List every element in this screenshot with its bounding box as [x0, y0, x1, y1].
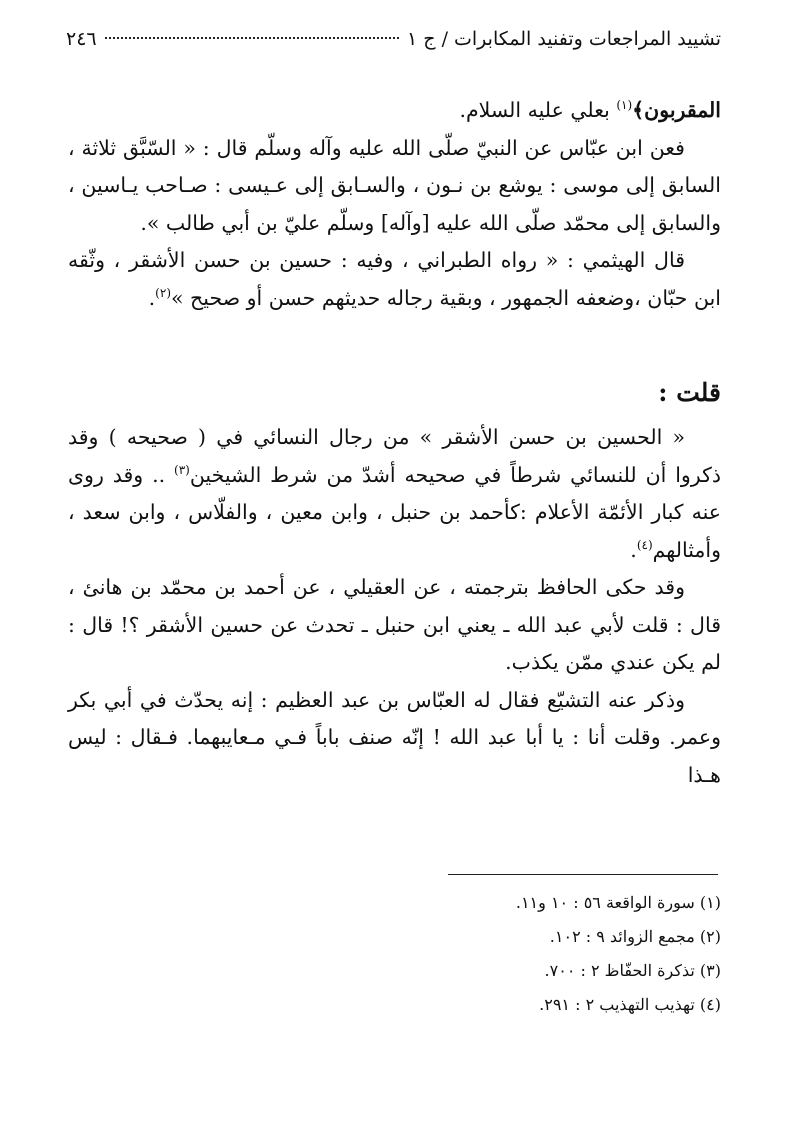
paragraph-5: وقد حكى الحافظ بترجمته ، عن العقيلي ، عن أحمد بن محمّد بن هانئ ، قال : قلت لأبي عبد الله ـ يعني ابن حنبل ـ تحدث عن حسين الأشقر ؟! قال : لم يكن عندي ممّن يكذب. — [68, 575, 721, 674]
paragraph-3-text: قال الهيثمي : « رواه الطبراني ، وفيه : حسين بن حسن الأشقر ، وثّقه ابن حبّان ،وضعفه الجمهور ، وبقية رجاله حديثهم حسن أو صحيح » — [68, 248, 721, 310]
footnote-1: (١) سورة الواقعة ٥٦ : ١٠ و١١. — [515, 893, 721, 912]
footnote-2: (٢) مجمع الزوائد ٩ : ١٠٢. — [549, 927, 721, 946]
running-header — [58, 28, 721, 58]
footnote-ref-3[interactable]: (٣) — [174, 462, 190, 477]
page-number: ٢٤٦ — [66, 28, 97, 50]
footnote-3: (٣) تذكرة الحفّاظ ٢ : ٧٠٠. — [544, 961, 721, 980]
footnote-separator — [448, 874, 718, 875]
footnote-4: (٤) تهذيب التهذيب ٢ : ٢٩١. — [539, 995, 721, 1014]
footnote-ref-2[interactable]: (٢) — [155, 285, 171, 300]
paragraph-1-text: بعلي عليه السلام. — [459, 98, 617, 122]
paragraph-4-end: . — [630, 537, 637, 562]
paragraph-2: فعن ابن عبّاس عن النبيّ صلّى الله عليه وآله وسلّم قال : « السّبَّق ثلاثة ، السابق إلى موسى : يوشع بن نـون ، والسـابق إلى عـيسى : صـاحب يـاسين ، والسابق إلى محمّد صلّى الله عليه [وآله] وسلّم عليّ بن أبي طالب ». — [68, 135, 721, 235]
footnote-ref-4[interactable]: (٤) — [636, 537, 653, 552]
paragraph-6: وذكر عنه التشيّع فقال له العبّاس بن عبد العظيم : إنه يحدّث في أبي بكر وعمر. وقلت أنا : يا أبا عبد الله ! إنّه صنف باباً فـي مـعايبهما. فـقال : ليس هـذا — [68, 687, 721, 787]
paragraph-4 — [68, 419, 721, 569]
paragraph-4-text-2: .. وقد روى عنه كبار الأئمّة الأعلام :كأحمد بن حنبل ، وابن معين ، والفلّاس ، وابن سعد ، وأمثالهم — [68, 462, 721, 562]
paragraph-4-text: « الحسين بن حسن الأشقر » من رجال النسائي في ( صحيحه ) وقد ذكروا أن للنسائي شرطاً في صحيحه أشدّ من شرط الشيخين — [68, 425, 721, 487]
main-text — [68, 92, 721, 794]
header-leader-dots — [105, 37, 399, 39]
running-title: تشييد المراجعات وتفنيد المكابرات / ج ١ — [407, 28, 721, 50]
paragraph-1 — [68, 92, 721, 130]
paragraph-3-end: . — [148, 285, 156, 310]
footnote-ref-1[interactable]: (١) — [616, 98, 633, 113]
quran-fragment: المقربون﴾ — [632, 98, 721, 122]
paragraph-3 — [68, 242, 721, 317]
footnotes — [60, 886, 721, 1022]
section-heading: قلت : — [658, 378, 721, 407]
